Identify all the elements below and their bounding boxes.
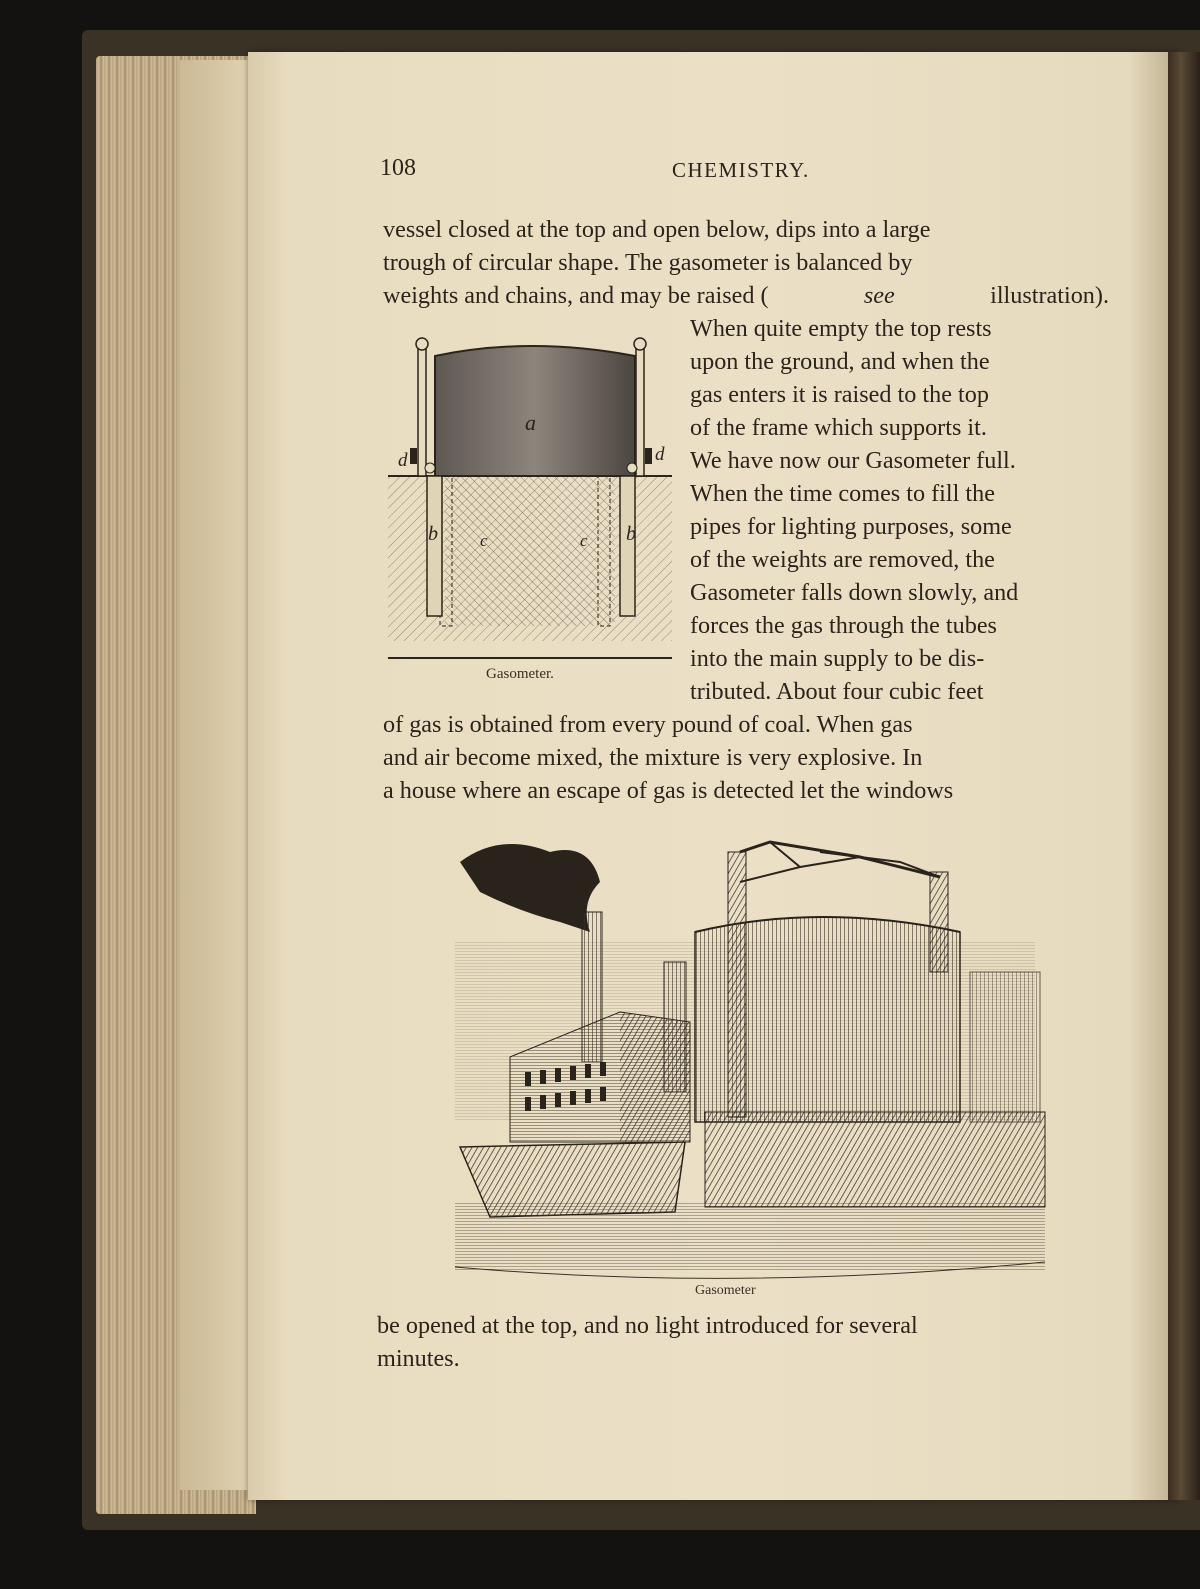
- text-line: trough of circular shape. The gasometer is balanced by: [383, 249, 913, 276]
- text-line: Gasometer falls down slowly, and: [690, 579, 1019, 606]
- text-line: tributed. About four cubic feet: [690, 678, 984, 705]
- gasworks-engraving: [440, 822, 1050, 1584]
- label-c-left: c: [480, 531, 488, 550]
- text-line: gas enters it is raised to the top: [690, 381, 989, 408]
- text-line: into the main supply to be dis-: [690, 645, 985, 672]
- label-d-right: d: [655, 444, 665, 465]
- label-a: a: [525, 410, 536, 435]
- gasometer-diagram: [380, 328, 680, 673]
- label-c-right: c: [580, 531, 588, 550]
- text-line: minutes.: [377, 1345, 460, 1372]
- label-b-left: b: [428, 523, 438, 545]
- text-line: a house where an escape of gas is detected let the windows: [383, 777, 954, 804]
- page-number: 108: [380, 155, 416, 181]
- text-line: upon the ground, and when the: [690, 348, 990, 375]
- text-line: of gas is obtained from every pound of coal. When gas: [383, 711, 913, 738]
- running-title: CHEMISTRY.: [672, 158, 810, 182]
- text-line: We have now our Gasometer full.: [690, 447, 1016, 474]
- text-line: and air become mixed, the mixture is very explosive. In: [383, 744, 923, 771]
- label-d-left: d: [398, 450, 408, 471]
- book-gutter: [1168, 52, 1200, 1500]
- text-line: When the time comes to fill the: [690, 480, 995, 507]
- text-line: vessel closed at the top and open below, dips into a large: [383, 216, 931, 243]
- text-line: of the weights are removed, the: [690, 546, 995, 573]
- text-line: forces the gas through the tubes: [690, 612, 997, 639]
- text-line: weights and chains, and may be raised ( see illustration).: [383, 282, 1109, 309]
- text-line: of the frame which supports it.: [690, 414, 987, 441]
- figure-2-caption: Gasometer: [695, 1283, 756, 1298]
- text-line: be opened at the top, and no light introduced for several: [377, 1312, 918, 1339]
- text-line: pipes for lighting purposes, some: [690, 513, 1012, 540]
- figure-1-caption: Gasometer.: [486, 666, 554, 682]
- text-line: When quite empty the top rests: [690, 315, 992, 342]
- label-b-right: b: [626, 523, 636, 545]
